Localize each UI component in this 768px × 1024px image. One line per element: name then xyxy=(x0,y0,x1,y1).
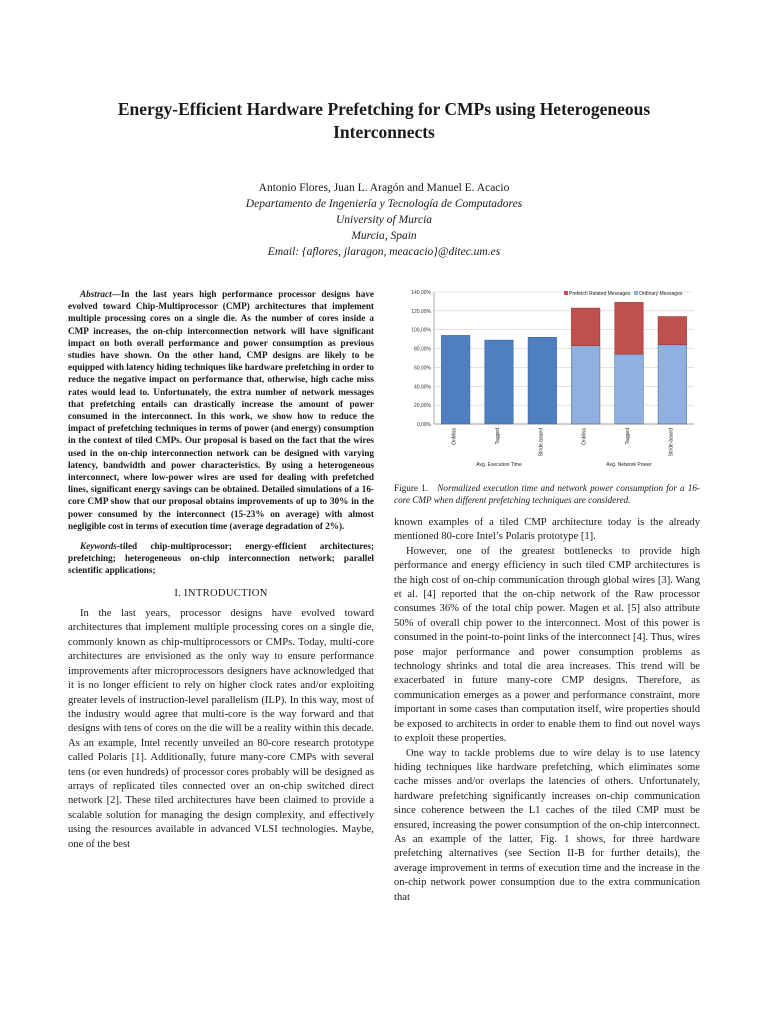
figure-1-chart xyxy=(394,288,700,478)
legend-label: Prefetch Related Messages xyxy=(569,291,631,297)
y-tick-label: 80,00% xyxy=(414,346,431,353)
bar-prefetch xyxy=(615,302,644,354)
intro-paragraph: In the last years, processor designs have evolved toward architectures that implement multiple processing cores on a single die, commonly known as chip-multiprocessors or CMPs. Today, multi-core architectures are envisioned as the only way to ensure performance improvements after microprocessors designers have acknowledged that it is no longer efficient to rely on higher clock rates and/or exploiting greater levels of instruction-level parallelism (ILP). In this way, most of the industry would agree that multi-core is the way forward and that designs with tens of cores on the die will be a reality within this decade. As an example, Intel recently unveiled an 80-core research prototype called Polaris [1]. Additionally, future many-core CMPs with several tens (or even hundreds) of processor cores probably will be designed as arrays of replicated tiles connected over an on-chip switched direct network [2]. These tiled architectures have been claimed to provide a scalable solution for managing the design complexity, and effectively using the resources available in advanced VLSI technologies. Maybe, one of the best xyxy=(68,608,374,850)
x-tick-label: Stride-based xyxy=(538,428,545,457)
right-paragraph-0: known examples of a tiled CMP architecture today is the already mentioned 80-core Intel’s Polaris prototype [1]. xyxy=(394,517,700,543)
y-tick-label: 120,00% xyxy=(411,308,431,315)
chart-svg xyxy=(394,288,700,478)
location: Murcia, Spain xyxy=(351,230,417,242)
chart-legend xyxy=(564,291,683,297)
author-block xyxy=(80,180,688,260)
department: Departamento de Ingeniería y Tecnología de Computadores xyxy=(245,198,523,210)
keywords-label: Keywords xyxy=(80,541,117,552)
chart-bars xyxy=(441,302,686,424)
chart-grid xyxy=(434,292,694,424)
right-paragraph-1: However, one of the greatest bottlenecks to provide high performance and energy efficiency in such tiled CMP architectures is the high cost of on-chip communication through global wires [3]. Wang et al. [4] reported that the on-chip network of the Raw processor consumes 36% of the total chip power. Magen et al. [5] also attribute 50% of overall chip power to the interconnect. Most of this power is consumed in the point-to-point links of the interconnect [4]. Thus, wires pose major performance and power consumption problems as technology shrinks and total die area increases. This trend will be exacerbated in future many-core CMP designs. Therefore, as communication emerges as a power and performance constraint, more important in some cases than computation itself, wire properties should be exposed to architects in order to enable them to find out novel ways to exploit these properties. xyxy=(394,545,700,745)
chart-y-ticks xyxy=(411,290,431,428)
section-heading: I. INTRODUCTION xyxy=(174,587,268,599)
abstract-label: Abstract xyxy=(80,289,112,299)
legend-swatch xyxy=(634,291,638,295)
x-tick-label: Tagged xyxy=(495,428,501,445)
y-tick-label: 0,00% xyxy=(416,422,431,428)
email: Email: {aflores, jlaragon, meacacio}@ditec.um.es xyxy=(267,246,501,258)
figure-caption-text: Normalized execution time and network power consumption for a 16-core CMP when different prefetching techniques are considered. xyxy=(394,483,700,505)
paper-title: Energy-Efficient Hardware Prefetching for CMPs using Heterogeneous Interconnects xyxy=(117,99,651,142)
bar-prefetch xyxy=(658,317,687,345)
group-label: Avg. Execution Time xyxy=(476,462,522,468)
keywords xyxy=(68,540,374,577)
legend-swatch xyxy=(564,291,568,295)
chart-x-labels xyxy=(452,428,675,457)
chart-group-labels xyxy=(476,462,652,468)
bar-prefetch xyxy=(571,308,600,346)
y-tick-label: 20,00% xyxy=(414,403,431,410)
left-column xyxy=(68,288,374,852)
bar-ordinary xyxy=(571,346,600,424)
author-names: Antonio Flores, Juan L. Aragón and Manuel E. Acacio xyxy=(258,182,510,194)
x-tick-label: Tagged xyxy=(625,428,631,445)
bar-ordinary xyxy=(658,345,687,424)
right-paragraph-2: One way to tackle problems due to wire delay is to use latency hiding techniques like hardware prefetching, which eliminates some cache misses and/or overlaps the latencies of others. Unfortunately, hardware prefetching significantly increases on-chip communication since coherence between the L1 caches of the tiled CMP must be ensured, increasing the power consumption of the on-chip interconnect. As an example of the latter, Fig. 1 shows, for three hardware prefetching alternatives (see Section II-B for further details), the average improvement in terms of execution time and the increase in the on-chip network power consumption due to the extra communication that xyxy=(394,747,700,903)
figure-caption xyxy=(394,482,700,506)
x-tick-label: Stride-based xyxy=(668,428,675,457)
y-tick-label: 140,00% xyxy=(411,290,431,296)
university: University of Murcia xyxy=(335,214,433,226)
x-tick-label: OnMiss xyxy=(451,428,458,445)
abstract xyxy=(68,288,374,532)
abstract-text: —In the last years high performance processor designs have evolved toward Chip-Multiprocessor (CMP) architectures that implement multiple processing cores on a single die. As the number of cores inside a CMP increases, the on-chip interconnection network will have significant impact on both overall performance and power consumption as previous studies have shown. On the other hand, CMP designs are likely to be equipped with latency hiding techniques like hardware prefetching in order to reduce the negative impact on performance that, otherwise, high cache miss rates would lead to. Unfortunately, the extra number of network messages that prefetching entails can drastically increase the amount of power consumed in the interconnect. In this work, we show how to reduce the impact of prefetching techniques in terms of power (and energy) consumption in the context of tiled CMPs. Our proposal is based on the fact that the wires used in the on-chip interconnection network can be designed with varying latency, bandwidth and power characteristics. By using a heterogeneous interconnect, where low-power wires are used for dealing with prefetched lines, significant energy savings can be obtained. Detailed simulations of a 16-core CMP show that our proposal obtains improvements of up to 30% in the power consumed by the interconnect (15-23% on average) with almost negligible cost in terms of execution time (average degradation of 2%). xyxy=(68,289,374,531)
bar-ordinary xyxy=(528,337,557,424)
bar-ordinary xyxy=(615,354,644,424)
group-label: Avg. Network Power xyxy=(606,462,652,468)
y-tick-label: 100,00% xyxy=(411,327,431,334)
bar-ordinary xyxy=(485,340,514,424)
y-tick-label: 40,00% xyxy=(414,384,431,391)
right-column xyxy=(394,288,700,905)
x-tick-label: OnMiss xyxy=(581,428,588,445)
keywords-text: -tiled chip-multiprocessor; energy-efficient architectures; prefetching; heterogeneous on-chip interconnection network; parallel scientific applications; xyxy=(68,541,374,576)
bar-ordinary xyxy=(441,335,470,424)
figure-label: Figure 1. xyxy=(394,483,428,493)
y-tick-label: 60,00% xyxy=(414,365,431,372)
legend-label: Ordinary Messages xyxy=(639,291,683,297)
